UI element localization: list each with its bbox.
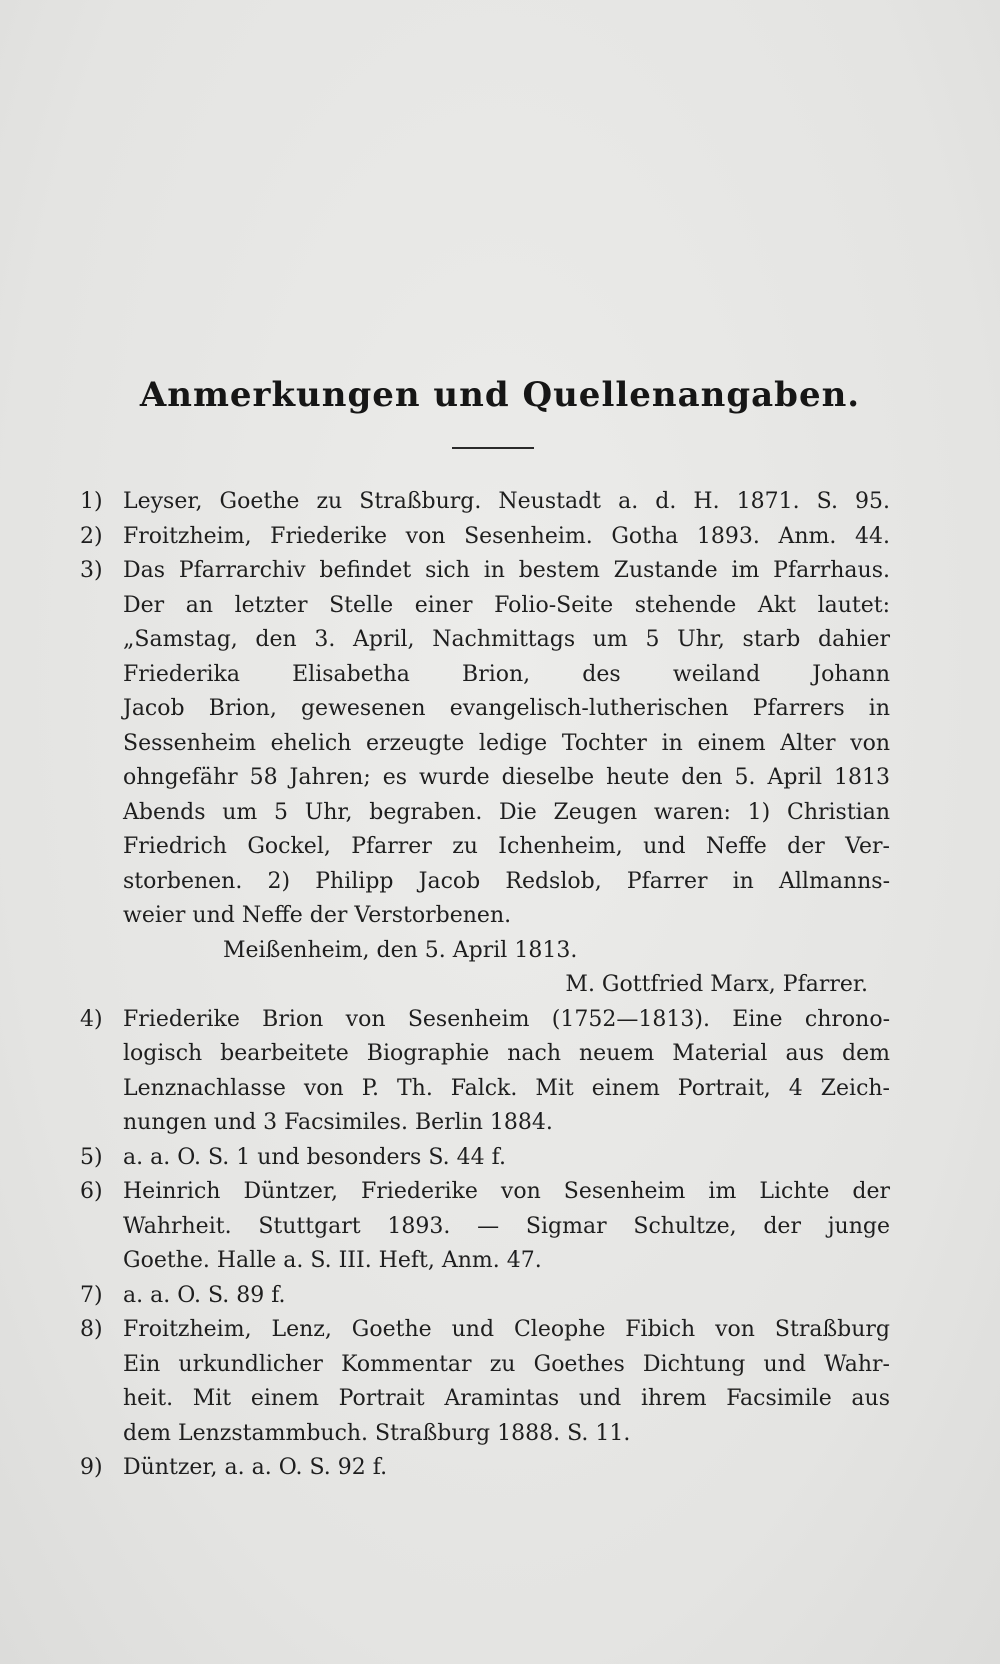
note-3 (80, 554, 890, 1003)
note-line: Leyser, Goethe zu Straßburg. Neustadt a. d. H. 1871. S. 95. (123, 489, 890, 514)
note-7 (80, 1279, 890, 1314)
note-line: ohngefähr 58 Jahren; es wurde dieselbe heute den 5. April 1813 (123, 765, 890, 790)
note-number: 7) (80, 1282, 103, 1308)
note-number: 2) (80, 523, 103, 549)
page-title: Anmerkungen und Quellenangaben. (139, 375, 861, 415)
note-number: 5) (80, 1144, 103, 1170)
note-5 (80, 1141, 890, 1176)
note-line: logisch bearbeitete Biographie nach neuem Material aus dem (123, 1041, 890, 1066)
note-line: Froitzheim, Friederike von Sesenheim. Gotha 1893. Anm. 44. (123, 523, 890, 549)
note-line: a. a. O. S. 1 und besonders S. 44 f. (123, 1144, 506, 1170)
note-line: Lenznachlasse von P. Th. Falck. Mit einem Portrait, 4 Zeich- (123, 1075, 890, 1101)
note-6 (80, 1175, 890, 1279)
note-line: Abends um 5 Uhr, begraben. Die Zeugen waren: 1) Christian (123, 799, 890, 825)
note-line: Der an letzter Stelle einer Folio-Seite stehende Akt lautet: (123, 592, 890, 618)
note-number: 6) (80, 1179, 103, 1204)
note-line: dem Lenzstammbuch. Straßburg 1888. S. 11. (123, 1420, 631, 1446)
note-line: nungen und 3 Facsimiles. Berlin 1884. (123, 1110, 553, 1135)
place-date: Meißenheim, den 5. April 1813. (223, 937, 578, 963)
note-line: Froitzheim, Lenz, Goethe und Cleophe Fibich von Straßburg (123, 1317, 890, 1342)
note-9 (80, 1451, 890, 1486)
note-number: 4) (80, 1006, 103, 1032)
note-line: Das Pfarrarchiv befindet sich in bestem Zustande im Pfarrhaus. (123, 558, 890, 583)
signature: M. Gottfried Marx, Pfarrer. (565, 972, 868, 997)
note-1 (80, 485, 890, 520)
note-line: Friederika Elisabetha Brion, des weiland Johann (123, 661, 890, 687)
note-line: Heinrich Düntzer, Friederike von Sesenheim im Lichte der (123, 1179, 890, 1204)
note-line: Ein urkundlicher Kommentar zu Goethes Dichtung und Wahr- (123, 1351, 890, 1377)
note-line: Friedrich Gockel, Pfarrer zu Ichenheim, und Neffe der Ver- (123, 834, 890, 859)
note-number: 1) (80, 489, 103, 514)
note-line: „Samstag, den 3. April, Nachmittags um 5 Uhr, starb dahier (123, 627, 890, 652)
note-line: Wahrheit. Stuttgart 1893. — Sigmar Schultze, der junge (123, 1213, 890, 1239)
note-line: Goethe. Halle a. S. III. Heft, Anm. 47. (123, 1248, 542, 1273)
note-number: 8) (80, 1317, 103, 1342)
note-number: 9) (80, 1455, 103, 1480)
note-line: storbenen. 2) Philipp Jacob Redslob, Pfarrer in Allmanns- (123, 868, 890, 894)
note-line: Friederike Brion von Sesenheim (1752—1813). Eine chrono- (123, 1006, 890, 1032)
note-line: heit. Mit einem Portrait Aramintas und ihrem Facsimile aus (123, 1386, 890, 1411)
note-number: 3) (80, 558, 103, 583)
note-4 (80, 1003, 890, 1141)
note-line: Düntzer, a. a. O. S. 92 f. (123, 1455, 388, 1480)
title-rule (452, 447, 534, 449)
note-line: Jacob Brion, gewesenen evangelisch-lutherischen Pfarrers in (123, 696, 890, 721)
note-8 (80, 1313, 890, 1451)
note-2 (80, 520, 890, 555)
note-line: Sessenheim ehelich erzeugte ledige Tochter in einem Alter von (123, 730, 890, 756)
note-line: weier und Neffe der Verstorbenen. (123, 903, 512, 928)
notes-list (80, 485, 890, 1486)
note-line: a. a. O. S. 89 f. (123, 1282, 286, 1308)
show-through-text (150, 60, 870, 360)
